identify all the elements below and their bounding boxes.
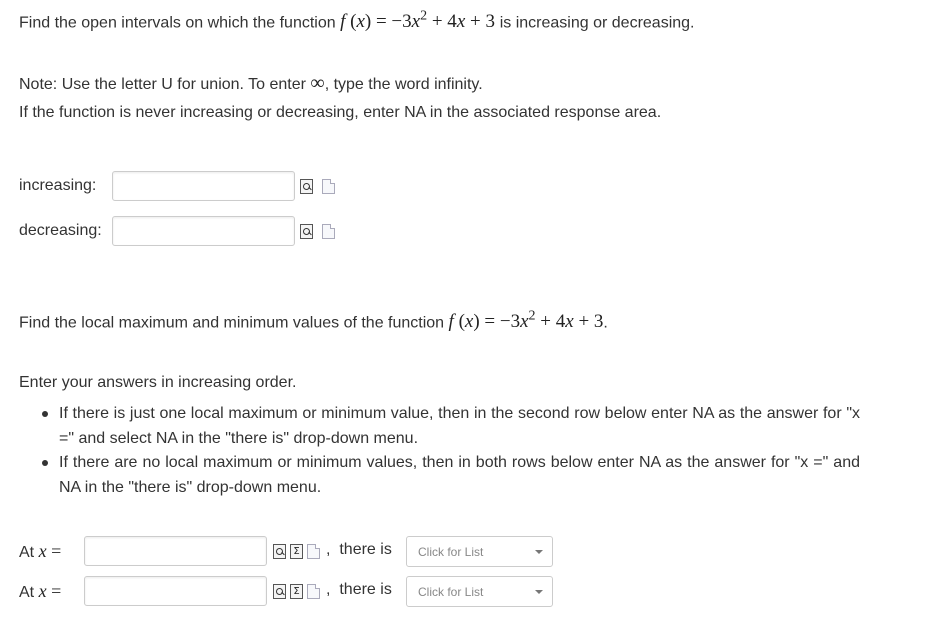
there-is-label-1: , there is [326,541,392,558]
document-icon[interactable] [322,224,335,239]
order-instruction: Enter your answers in increasing order. [19,374,297,391]
decreasing-input[interactable] [112,216,295,246]
q2-prompt [19,306,608,334]
infinity-symbol: ∞ [310,72,325,94]
preview-icon[interactable] [300,179,313,194]
note-line [19,72,483,95]
there-is-label-2: , there is [326,581,392,598]
chevron-down-icon [535,550,543,554]
increasing-input[interactable] [112,171,295,201]
instruction-bullet: If there are no local maximum or minimum values, then in both rows below enter NA as the answer for "x =" and NA in the "there is" drop-down menu. [40,451,860,500]
q2-prompt-after: . [603,314,608,332]
chevron-down-icon [535,590,543,594]
at-x-input-2[interactable] [84,576,267,606]
q1-function-formula: f $(x) = -3x^2 + 4x + 3$ [340,9,500,33]
there-is-dropdown-2[interactable] [406,576,553,607]
decreasing-label: decreasing: [19,222,102,239]
instruction-list [40,402,860,500]
sigma-icon[interactable]: Σ [290,544,303,559]
q2-function-formula: f $(x) = -3x^2 + 4x + 3$ [448,309,604,333]
q1-prompt-after: is increasing or decreasing. [499,14,695,32]
document-icon[interactable] [322,179,335,194]
instruction-bullet: If there is just one local maximum or minimum value, then in the second row below enter NA as the answer for "x =" and select NA in the "there is" drop-down menu. [40,402,860,451]
preview-icon[interactable] [273,584,286,599]
na-instruction: If the function is never increasing or decreasing, enter NA in the associated response area. [19,104,662,121]
preview-icon[interactable] [300,224,313,239]
note-after: , type the word infinity. [324,76,483,93]
dropdown-value: Click for List [418,585,484,599]
at-x-label-2: At x = [19,581,62,601]
there-is-dropdown-1[interactable] [406,536,553,567]
sigma-icon[interactable]: Σ [290,584,303,599]
q1-prompt-before: Find the open intervals on which the function [19,14,336,32]
note-text: Note: Use the letter U for union. To enter [19,76,306,93]
at-x-input-1[interactable] [84,536,267,566]
q2-prompt-before: Find the local maximum and minimum values of the function [19,314,445,332]
dropdown-value: Click for List [418,545,484,559]
q1-prompt [19,6,694,34]
at-x-label-1: At x = [19,541,62,561]
document-icon[interactable] [307,584,320,599]
document-icon[interactable] [307,544,320,559]
preview-icon[interactable] [273,544,286,559]
increasing-label: increasing: [19,177,97,194]
